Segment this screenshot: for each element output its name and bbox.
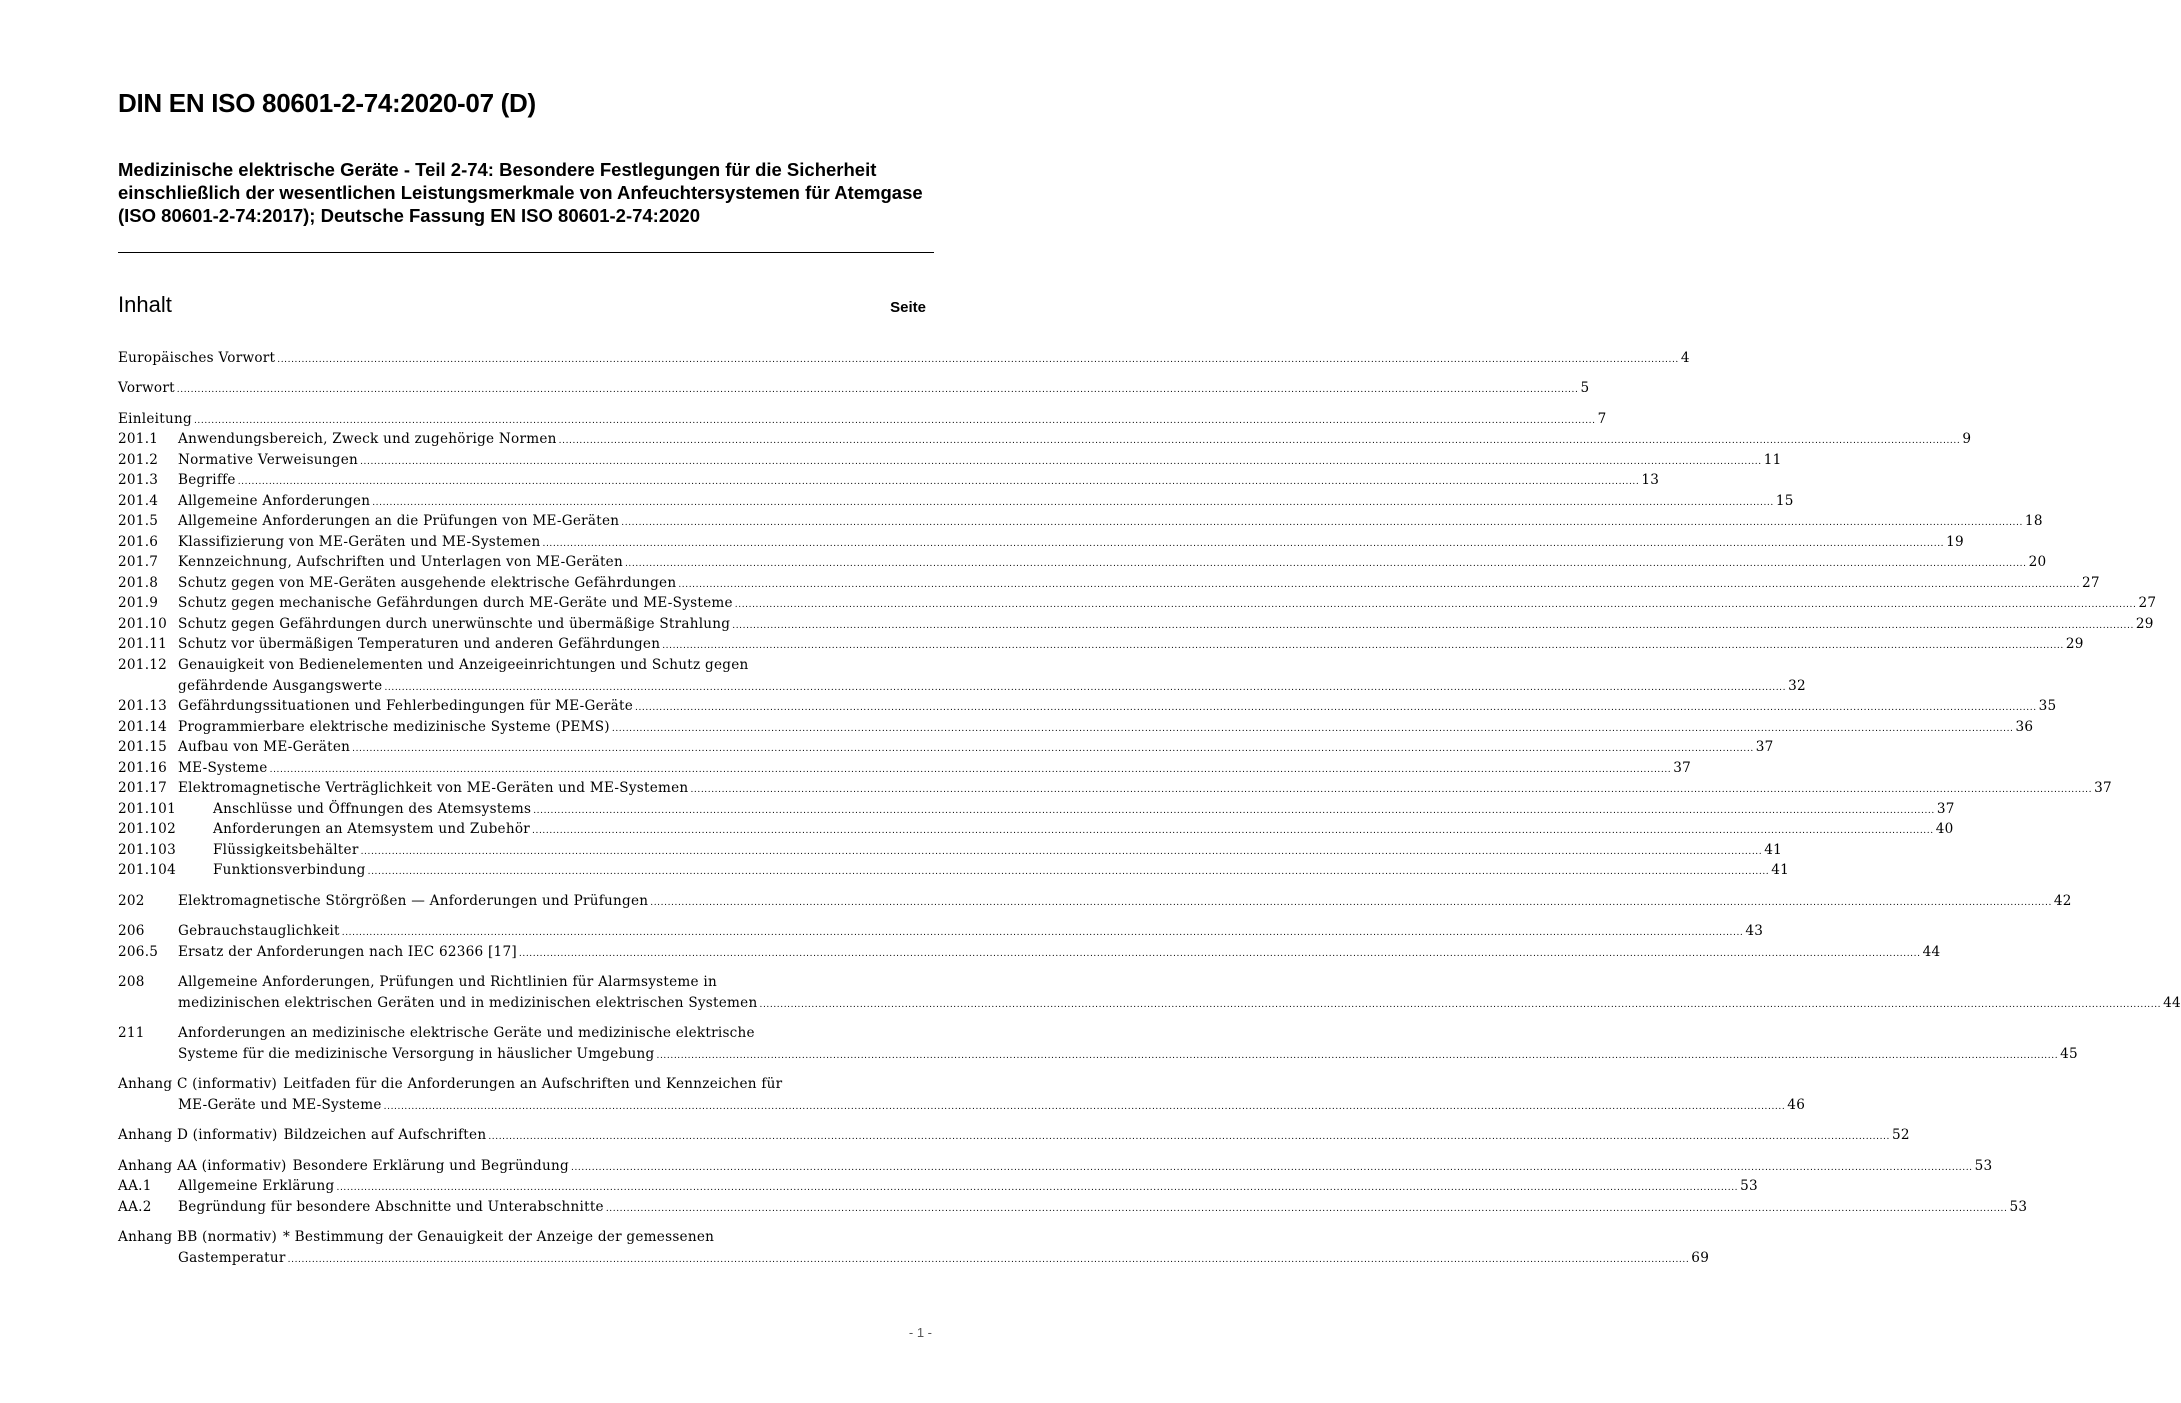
toc-entry[interactable]: 208 Allgemeine Anforderungen, Prüfungen und Richtlinien für Alarmsysteme in medizinischen elektrischen Geräten und in medizinischen elektrischen Systemen ..... 44 — [118, 972, 932, 1015]
toc-entry[interactable]: Vorwort ..... 5 — [118, 378, 932, 401]
toc-entry[interactable]: 201.3 Begriffe ..... 13 — [118, 470, 932, 493]
toc-entry[interactable]: AA.1 Allgemeine Erklärung ..... 53 — [118, 1176, 932, 1199]
toc-entry[interactable]: 201.10 Schutz gegen Gefährdungen durch unerwünschte und übermäßige Strahlung ..... 29 — [118, 614, 932, 637]
toc-entry[interactable]: 201.11 Schutz vor übermäßigen Temperaturen und anderen Gefährdungen ..... 29 — [118, 634, 932, 657]
toc-entry[interactable]: 206 Gebrauchstauglichkeit ..... 43 — [118, 921, 932, 944]
toc-entry[interactable]: Anhang D (informativ) Bildzeichen auf Aufschriften ..... 52 — [118, 1125, 932, 1148]
toc-entry[interactable]: 201.14 Programmierbare elektrische medizinische Systeme (PEMS) ..... 36 — [118, 717, 932, 740]
toc-entry[interactable]: 201.12 Genauigkeit von Bedienelementen und Anzeigeeinrichtungen und Schutz gegen gefährdende Ausgangswerte ..... 32 — [118, 655, 932, 698]
toc-entry[interactable]: 201.7 Kennzeichnung, Aufschriften und Unterlagen von ME-Geräten ..... 20 — [118, 552, 932, 575]
toc-entry[interactable]: 201.6 Klassifizierung von ME-Geräten und ME-Systemen ..... 19 — [118, 532, 932, 555]
toc-entry[interactable]: 211 Anforderungen an medizinische elektrische Geräte und medizinische elektrische Systeme für die medizinische Versorgung in häuslicher Umgebung ..... 45 — [118, 1023, 932, 1066]
toc-entry[interactable]: Anhang AA (informativ) Besondere Erklärung und Begründung ..... 53 — [118, 1156, 932, 1179]
toc-heading: Inhalt — [118, 292, 172, 317]
toc-entry[interactable]: 201.16 ME-Systeme ..... 37 — [118, 758, 932, 781]
toc-entry[interactable]: 206.5 Ersatz der Anforderungen nach IEC 62366 [17] ..... 44 — [118, 942, 932, 965]
toc-entry[interactable]: 201.1 Anwendungsbereich, Zweck und zugehörige Normen ..... 9 — [118, 429, 932, 452]
toc-entry[interactable]: 201.2 Normative Verweisungen ..... 11 — [118, 450, 932, 473]
toc-page-column-label: Seite — [890, 299, 926, 316]
toc-entry[interactable]: 201.101 Anschlüsse und Öffnungen des Atemsystems ..... 37 — [118, 799, 932, 822]
toc-entry[interactable]: 201.104 Funktionsverbindung ..... 41 — [118, 860, 932, 883]
toc-entry[interactable]: 202 Elektromagnetische Störgrößen — Anforderungen und Prüfungen ..... 42 — [118, 891, 932, 914]
page-number: - 1 - — [908, 1325, 932, 1340]
toc-entry[interactable]: Einleitung ..... 7 — [118, 409, 932, 432]
toc-entry[interactable]: Europäisches Vorwort ..... 4 — [118, 348, 932, 371]
title-divider — [118, 252, 934, 253]
toc-entry[interactable]: 201.4 Allgemeine Anforderungen ..... 15 — [118, 491, 932, 514]
toc-entry[interactable]: 201.103 Flüssigkeitsbehälter ..... 41 — [118, 840, 932, 863]
toc-entry[interactable]: Anhang C (informativ) Leitfaden für die Anforderungen an Aufschriften und Kennzeichen für ME-Geräte und ME-Systeme ..... 46 — [118, 1074, 932, 1117]
toc-entry[interactable]: 201.15 Aufbau von ME-Geräten ..... 37 — [118, 737, 932, 760]
toc-entry[interactable]: AA.2 Begründung für besondere Abschnitte und Unterabschnitte ..... 53 — [118, 1197, 932, 1220]
toc-entry[interactable]: 201.13 Gefährdungssituationen und Fehlerbedingungen für ME-Geräte ..... 35 — [118, 696, 932, 719]
toc-entry[interactable]: 201.9 Schutz gegen mechanische Gefährdungen durch ME-Geräte und ME-Systeme ..... 27 — [118, 593, 932, 616]
document-title: DIN EN ISO 80601-2-74:2020-07 (D) — [118, 88, 536, 118]
toc-entry[interactable]: Anhang BB (normativ) * Bestimmung der Genauigkeit der Anzeige der gemessenen Gastemperatur ..... 69 — [118, 1227, 932, 1270]
toc-entry[interactable]: 201.17 Elektromagnetische Verträglichkeit von ME-Geräten und ME-Systemen ..... 37 — [118, 778, 932, 801]
toc-entry[interactable]: 201.8 Schutz gegen von ME-Geräten ausgehende elektrische Gefährdungen ..... 27 — [118, 573, 932, 596]
toc-entry[interactable]: 201.5 Allgemeine Anforderungen an die Prüfungen von ME-Geräten ..... 18 — [118, 511, 932, 534]
document-subtitle: Medizinische elektrische Geräte - Teil 2-74: Besondere Festlegungen für die Sicherheit einschließlich der wesentlichen Leistungsmerkmale von Anfeuchtersystemen für Atemgase (ISO 80601-2-74:2017); Deutsche Fassung EN ISO 80601-2-74:2020 — [118, 159, 923, 226]
toc-entry[interactable]: 201.102 Anforderungen an Atemsystem und Zubehör ..... 40 — [118, 819, 932, 842]
